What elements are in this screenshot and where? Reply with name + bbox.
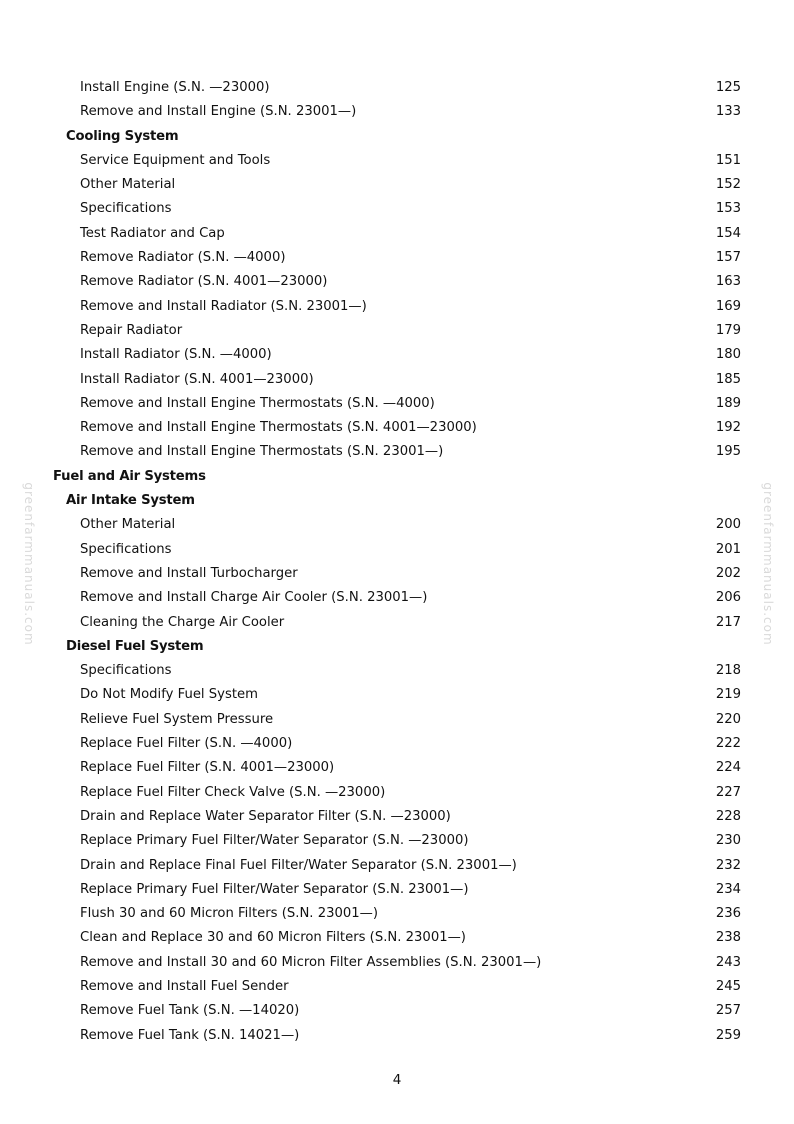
toc-entry[interactable] (0, 586, 794, 610)
watermark-text: greenfarmmanuals.com (761, 482, 775, 646)
toc-entry-title: Drain and Replace Final Fuel Filter/Water Separator (S.N. 23001—) (80, 857, 517, 873)
toc-entry-title: Replace Primary Fuel Filter/Water Separator (S.N. 23001—) (80, 881, 469, 897)
toc-entry[interactable] (0, 319, 794, 343)
toc-entry[interactable] (0, 999, 794, 1023)
toc-entry-page-number: 243 (715, 954, 741, 970)
toc-entry[interactable] (0, 343, 794, 367)
toc-entry-page-number: 224 (715, 760, 741, 776)
toc-entry-title: Fuel and Air Systems (53, 468, 206, 484)
toc-entry-page-number: 230 (715, 833, 741, 849)
toc-entry[interactable] (0, 854, 794, 878)
toc-entry-title: Remove and Install Engine Thermostats (S.N. 4001—23000) (80, 420, 477, 436)
toc-entry-title: Repair Radiator (80, 322, 183, 338)
toc-entry-title: Other Material (80, 517, 176, 533)
toc-entry-page-number: 152 (715, 177, 741, 193)
toc-entry-title: Cleaning the Charge Air Cooler (80, 614, 285, 630)
toc-entry[interactable] (0, 295, 794, 319)
toc-entry[interactable] (0, 270, 794, 294)
toc-entry[interactable] (0, 173, 794, 197)
toc-subsection-heading[interactable] (0, 125, 794, 149)
toc-entry-title: Cooling System (66, 128, 179, 144)
toc-entry-title: Do Not Modify Fuel System (80, 687, 258, 703)
toc-entry-page-number: 259 (715, 1027, 741, 1043)
toc-entry-page-number: 151 (715, 152, 741, 168)
toc-entry-page-number: 185 (715, 371, 741, 387)
toc-entry[interactable] (0, 951, 794, 975)
toc-entry-page-number: 206 (715, 590, 741, 606)
toc-subsection-heading[interactable] (0, 635, 794, 659)
toc-entry[interactable] (0, 732, 794, 756)
toc-entry-title: Remove and Install Engine Thermostats (S.N. —4000) (80, 395, 435, 411)
toc-entry-title: Remove and Install Fuel Sender (80, 978, 289, 994)
toc-entry-title: Install Engine (S.N. —23000) (80, 80, 270, 95)
toc-entry[interactable] (0, 975, 794, 999)
watermark-text: greenfarmmanuals.com (22, 482, 36, 646)
toc-entry-title: Remove and Install Engine Thermostats (S.N. 23001—) (80, 444, 444, 460)
toc-entry-page-number: 169 (715, 298, 741, 314)
toc-entry-page-number: 189 (715, 395, 741, 411)
toc-entry[interactable] (0, 513, 794, 537)
toc-entry[interactable] (0, 197, 794, 221)
toc-entry-page-number: 202 (715, 565, 741, 581)
toc-entry-title: Drain and Replace Water Separator Filter (S.N. —23000) (80, 808, 451, 824)
toc-entry[interactable] (0, 659, 794, 683)
toc-entry-page-number: 179 (715, 322, 741, 338)
toc-entry[interactable] (0, 416, 794, 440)
toc-entry-title: Remove Fuel Tank (S.N. 14021—) (80, 1027, 300, 1043)
page-number: 4 (392, 1072, 402, 1088)
toc-entry-title: Install Radiator (S.N. 4001—23000) (80, 371, 314, 387)
toc-entry[interactable] (0, 683, 794, 707)
toc-entry-page-number: 227 (715, 784, 741, 800)
toc-entry-title: Replace Primary Fuel Filter/Water Separator (S.N. —23000) (80, 833, 469, 849)
toc-entry-page-number: 180 (715, 347, 741, 363)
toc-entry-title: Specifications (80, 541, 172, 557)
toc-entry-title: Install Radiator (S.N. —4000) (80, 347, 272, 363)
toc-subsection-heading[interactable] (0, 489, 794, 513)
toc-entry-page-number: 236 (715, 906, 741, 922)
toc-entry[interactable] (0, 368, 794, 392)
toc-entry[interactable] (0, 222, 794, 246)
toc-entry-page-number: 125 (715, 80, 741, 95)
toc-entry-page-number: 195 (715, 444, 741, 460)
toc-entry-title: Remove and Install Engine (S.N. 23001—) (80, 104, 357, 120)
toc-entry-page-number: 234 (715, 881, 741, 897)
toc-entry-page-number: 228 (715, 808, 741, 824)
toc-entry[interactable] (0, 781, 794, 805)
toc-entry-title: Remove and Install Radiator (S.N. 23001—) (80, 298, 367, 314)
toc-entry[interactable] (0, 100, 794, 124)
toc-entry-title: Specifications (80, 663, 172, 679)
toc-entry-page-number: 217 (715, 614, 741, 630)
toc-entry-title: Remove and Install 30 and 60 Micron Filter Assemblies (S.N. 23001—) (80, 954, 542, 970)
toc-entry-title: Remove Radiator (S.N. —4000) (80, 250, 286, 266)
toc-entry[interactable] (0, 562, 794, 586)
toc-entry[interactable] (0, 708, 794, 732)
toc-entry-page-number: 218 (715, 663, 741, 679)
toc-entry-title: Test Radiator and Cap (80, 225, 225, 241)
toc-entry-title: Replace Fuel Filter (S.N. 4001—23000) (80, 760, 335, 776)
toc-entry[interactable] (0, 926, 794, 950)
toc-entry-page-number: 157 (715, 250, 741, 266)
toc-entry-page-number: 163 (715, 274, 741, 290)
toc-entry-title: Diesel Fuel System (66, 638, 204, 654)
toc-entry-page-number: 201 (715, 541, 741, 557)
toc-entry[interactable] (0, 440, 794, 464)
toc-entry[interactable] (0, 246, 794, 270)
toc-entry-title: Remove Radiator (S.N. 4001—23000) (80, 274, 328, 290)
toc-entry[interactable] (0, 76, 794, 100)
toc-entry-title: Remove and Install Charge Air Cooler (S.N. 23001—) (80, 590, 428, 606)
toc-entry-page-number: 200 (715, 517, 741, 533)
toc-entry-page-number: 154 (715, 225, 741, 241)
toc-entry-page-number: 232 (715, 857, 741, 873)
table-of-contents (0, 76, 794, 1048)
toc-entry[interactable] (0, 756, 794, 780)
toc-entry-page-number: 222 (715, 736, 741, 752)
toc-entry[interactable] (0, 902, 794, 926)
toc-entry-title: Remove Fuel Tank (S.N. —14020) (80, 1003, 300, 1019)
toc-entry-page-number: 192 (715, 420, 741, 436)
toc-entry-page-number: 220 (715, 711, 741, 727)
toc-entry-title: Remove and Install Turbocharger (80, 565, 298, 581)
toc-entry[interactable] (0, 829, 794, 853)
toc-entry[interactable] (0, 805, 794, 829)
toc-section-heading[interactable] (0, 465, 794, 489)
toc-entry-page-number: 238 (715, 930, 741, 946)
toc-entry-title: Flush 30 and 60 Micron Filters (S.N. 23001—) (80, 906, 378, 922)
toc-entry[interactable] (0, 878, 794, 902)
toc-entry-page-number: 245 (715, 978, 741, 994)
toc-entry-title: Replace Fuel Filter Check Valve (S.N. —23000) (80, 784, 386, 800)
toc-entry[interactable] (0, 392, 794, 416)
toc-entry-title: Clean and Replace 30 and 60 Micron Filters (S.N. 23001—) (80, 930, 466, 946)
toc-entry-page-number: 153 (715, 201, 741, 217)
toc-entry-title: Air Intake System (66, 493, 195, 509)
toc-entry-page-number: 219 (715, 687, 741, 703)
toc-entry-page-number: 257 (715, 1003, 741, 1019)
toc-entry[interactable] (0, 1024, 794, 1048)
toc-entry[interactable] (0, 538, 794, 562)
toc-entry-page-number: 133 (715, 104, 741, 120)
toc-entry-title: Service Equipment and Tools (80, 152, 271, 168)
toc-entry-title: Specifications (80, 201, 172, 217)
toc-entry[interactable] (0, 611, 794, 635)
toc-entry[interactable] (0, 149, 794, 173)
toc-entry-title: Relieve Fuel System Pressure (80, 711, 274, 727)
toc-entry-title: Other Material (80, 177, 176, 193)
toc-entry-title: Replace Fuel Filter (S.N. —4000) (80, 736, 293, 752)
